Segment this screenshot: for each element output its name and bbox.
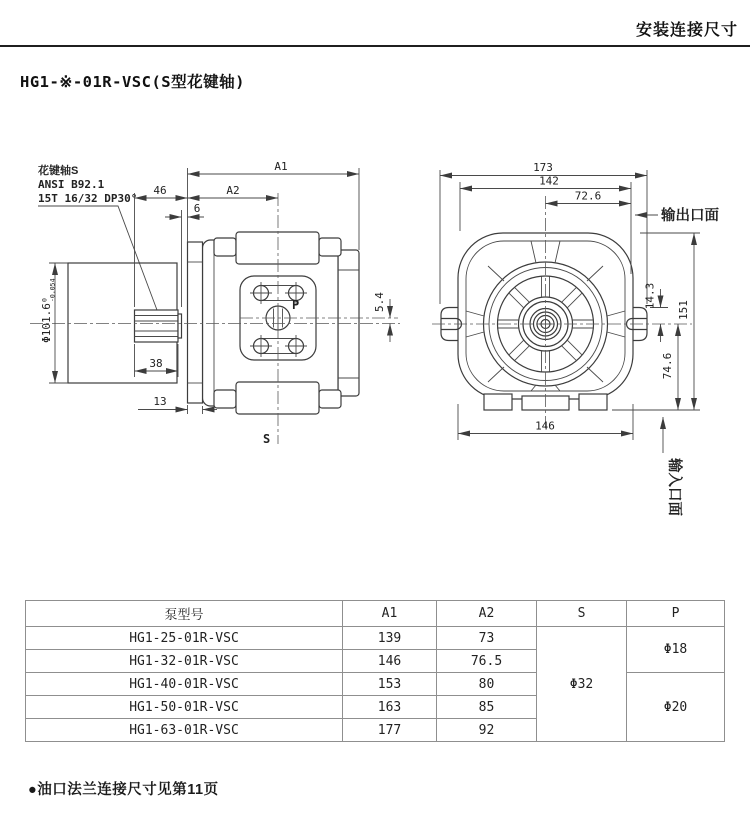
dim-726-label: 72.6 xyxy=(574,189,602,203)
side-view-drawing xyxy=(15,148,430,458)
shaft-tip xyxy=(178,314,182,338)
dim-6-label: 6 xyxy=(193,202,201,215)
cell-model: HG1-40-01R-VSC xyxy=(26,673,343,696)
footnote: ●油口法兰连接尺寸见第11页 xyxy=(28,782,219,798)
header-rule xyxy=(0,45,750,47)
rear-cover xyxy=(338,250,359,396)
cell-model: HG1-25-01R-VSC xyxy=(26,627,343,650)
page-section-title: 安装连接尺寸 xyxy=(635,22,738,39)
header-p: P xyxy=(627,601,725,627)
header-a2: A2 xyxy=(437,601,537,627)
cell-a2: 76.5 xyxy=(437,650,537,673)
dim-142-label: 142 xyxy=(539,174,559,188)
dim-a2-label: A2 xyxy=(226,184,240,197)
port-p-label: P xyxy=(292,298,300,312)
dim-143-label: 14.3 xyxy=(643,282,657,310)
cell-s-shared: Φ32 xyxy=(537,627,627,742)
cell-model: HG1-50-01R-VSC xyxy=(26,696,343,719)
header-a1: A1 xyxy=(343,601,437,627)
mounting-flange-plate xyxy=(188,242,203,403)
dim-746-label: 74.6 xyxy=(661,352,674,380)
dim-13-label: 13 xyxy=(153,395,167,408)
cell-a1: 177 xyxy=(343,719,437,742)
front-view-drawing xyxy=(425,148,747,520)
dim-a1-label: A1 xyxy=(274,160,288,173)
spline-note-line3: 15T 16/32 DP30° xyxy=(38,192,138,205)
outlet-face-label: 输出口面 xyxy=(661,208,719,224)
cell-a2: 80 xyxy=(437,673,537,696)
cell-a2: 92 xyxy=(437,719,537,742)
dim-38-label: 38 xyxy=(149,357,163,370)
foot-left xyxy=(484,394,512,410)
cell-a1: 163 xyxy=(343,696,437,719)
dim-dia-tol-lower: -0.054 xyxy=(48,278,57,302)
spline-note-line2: ANSI B92.1 xyxy=(38,178,105,191)
header-model: 泵型号 xyxy=(26,601,343,627)
dim-54-label: 5.4 xyxy=(373,292,386,312)
inlet-face-label: 输入口面 xyxy=(666,458,682,516)
dim-151-label: 151 xyxy=(677,300,690,320)
cell-model: HG1-32-01R-VSC xyxy=(26,650,343,673)
cell-a1: 146 xyxy=(343,650,437,673)
dim-146-label: 146 xyxy=(535,419,555,433)
cell-a1: 153 xyxy=(343,673,437,696)
shaft-s-label: S xyxy=(263,432,271,446)
dim-173-label: 173 xyxy=(533,161,553,174)
cell-p-group1: Φ18 xyxy=(627,627,725,673)
dim-dia-label: Φ101.6 xyxy=(40,303,53,343)
cell-model: HG1-63-01R-VSC xyxy=(26,719,343,742)
spline-note-line1: 花键轴S xyxy=(38,165,79,177)
cell-p-group2: Φ20 xyxy=(627,673,725,742)
header-s: S xyxy=(537,601,627,627)
dim-dia-tol-upper: 0 xyxy=(40,298,49,302)
foot-right xyxy=(579,394,607,410)
spline-shaft xyxy=(135,310,179,342)
bottom-cap xyxy=(236,382,319,414)
table-row xyxy=(26,627,725,650)
top-cap xyxy=(236,232,319,264)
spec-table xyxy=(25,600,725,742)
table-header-row xyxy=(26,601,725,627)
dim-46-label: 46 xyxy=(153,184,167,197)
cell-a1: 139 xyxy=(343,627,437,650)
cell-a2: 85 xyxy=(437,696,537,719)
cell-a2: 73 xyxy=(437,627,537,650)
model-title: HG1-※-01R-VSC(S型花键轴) xyxy=(20,73,245,91)
